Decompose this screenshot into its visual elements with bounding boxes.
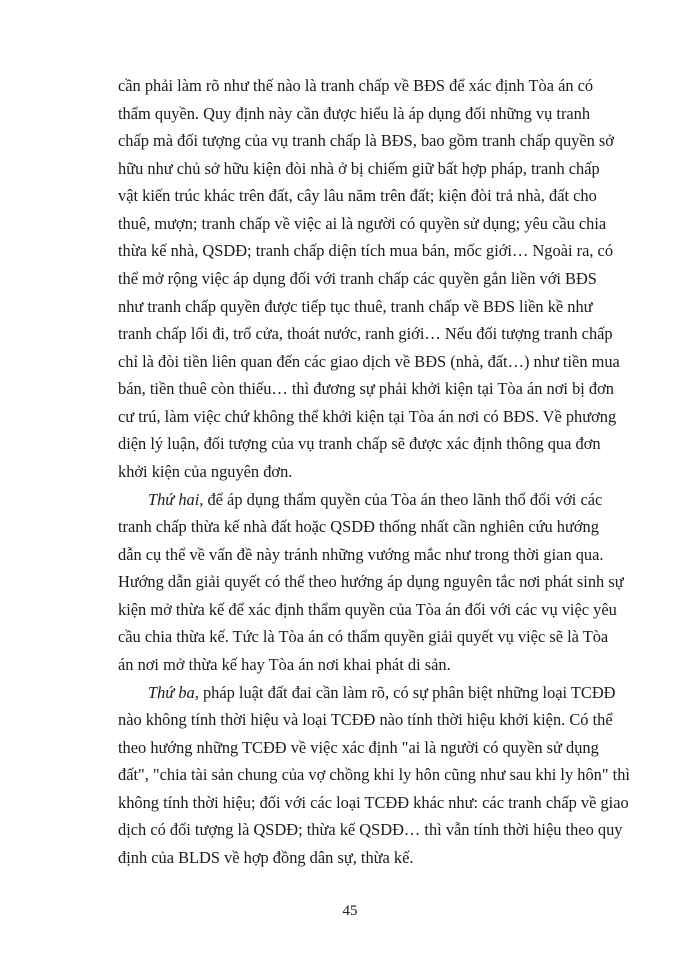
paragraph-1-line-12: bán, tiền thuê còn thiếu… thì đương sự phải khởi kiện tại Tòa án nơi bị đơn — [118, 379, 614, 398]
paragraph-2-line-4: Hướng dẫn giải quyết có thể theo hướng áp dụng nguyên tắc nơi phát sinh sự — [118, 572, 624, 591]
paragraph-1-line-4: hữu như chủ sở hữu kiện đòi nhà ở bị chiếm giữ bất hợp pháp, tranh chấp — [118, 159, 600, 178]
paragraph-1-line-6: thuê, mượn; tranh chấp về việc ai là người có quyền sử dụng; yêu cầu chia — [118, 214, 607, 233]
paragraph-1-line-1: cần phải làm rõ như thế nào là tranh chấp về BĐS để xác định Tòa án có — [118, 76, 594, 95]
paragraph-1-line-3: chấp mà đối tượng của vụ tranh chấp là BĐS, bao gồm tranh chấp quyền sở — [118, 131, 614, 150]
paragraph-1-line-7: thừa kế nhà, QSDĐ; tranh chấp diện tích mua bán, mốc giới… Ngoài ra, có — [118, 241, 614, 260]
paragraph-1-line-8: thể mở rộng việc áp dụng đối với tranh chấp các quyền gắn liền với BĐS — [118, 269, 597, 288]
paragraph-2-line-1-text: để áp dụng thẩm quyền của Tòa án theo lãnh thổ đối với các — [203, 490, 603, 509]
paragraph-3-line-1 — [148, 683, 616, 703]
paragraph-2-line-2: tranh chấp thừa kế nhà đất hoặc QSDĐ thống nhất cần nghiên cứu hướng — [118, 517, 599, 536]
paragraph-1-line-11: chỉ là đòi tiền liên quan đến các giao dịch về BĐS (nhà, đất…) như tiền mua — [118, 352, 620, 371]
paragraph-3-line-7: định của BLDS về hợp đồng dân sự, thừa kế. — [118, 848, 414, 867]
paragraph-1-line-14: diện lý luận, đối tượng của vụ tranh chấp sẽ được xác định thông qua đơn — [118, 434, 601, 453]
paragraph-3-line-1-text: pháp luật đất đai cần làm rõ, có sự phân biệt những loại TCĐĐ — [198, 683, 616, 702]
paragraph-2-line-6: cầu chia thừa kế. Tức là Tòa án có thẩm quyền giải quyết vụ việc sẽ là Tòa — [118, 627, 609, 646]
page-number: 45 — [342, 903, 358, 919]
paragraph-2-line-5: kiện mở thừa kế để xác định thẩm quyền của Tòa án đối với các vụ việc yêu — [118, 600, 617, 619]
paragraph-2-line-3: dẫn cụ thể về vấn đề này tránh những vướng mắc như trong thời gian qua. — [118, 545, 604, 564]
paragraph-1-line-5: vật kiến trúc khác trên đất, cây lâu năm trên đất; kiện đòi trả nhà, đất cho — [118, 186, 597, 205]
paragraph-2-line-1 — [148, 490, 603, 510]
paragraph-1-line-2: thẩm quyền. Quy định này cần được hiểu là áp dụng đối những vụ tranh — [118, 104, 591, 123]
paragraph-3-line-4: đất", "chia tài sản chung của vợ chồng khi ly hôn cũng như sau khi ly hôn" thì — [118, 765, 630, 784]
paragraph-1-line-13: cư trú, làm việc chứ không thể khởi kiện tại Tòa án nơi có BĐS. Về phương — [118, 407, 617, 426]
paragraph-3-line-2: nào không tính thời hiệu và loại TCĐĐ nào tính thời hiệu khởi kiện. Có thể — [118, 710, 613, 729]
paragraph-3-line-6: dịch có đối tượng là QSDĐ; thừa kế QSDĐ… thì vẫn tính thời hiệu theo quy — [118, 820, 623, 839]
paragraph-2-line-7: án nơi mở thừa kế hay Tòa án nơi khai phát di sản. — [118, 655, 451, 674]
paragraph-3-line-5: không tính thời hiệu; đối với các loại TCĐĐ khác như: các tranh chấp về giao — [118, 793, 629, 812]
paragraph-1-line-15: khởi kiện của nguyên đơn. — [118, 462, 293, 481]
paragraph-1-line-9: như tranh chấp quyền được tiếp tục thuê, tranh chấp về BĐS liền kề như — [118, 297, 593, 316]
paragraph-1-line-10: tranh chấp lối đi, trổ cửa, thoát nước, ranh giới… Nếu đối tượng tranh chấp — [118, 324, 613, 343]
paragraph-2-lead: Thứ hai, — [148, 490, 204, 509]
paragraph-3-line-3: theo hướng những TCĐĐ về việc xác định "ai là người có quyền sử dụng — [118, 738, 599, 757]
paragraph-3-lead: Thứ ba, — [148, 683, 199, 702]
